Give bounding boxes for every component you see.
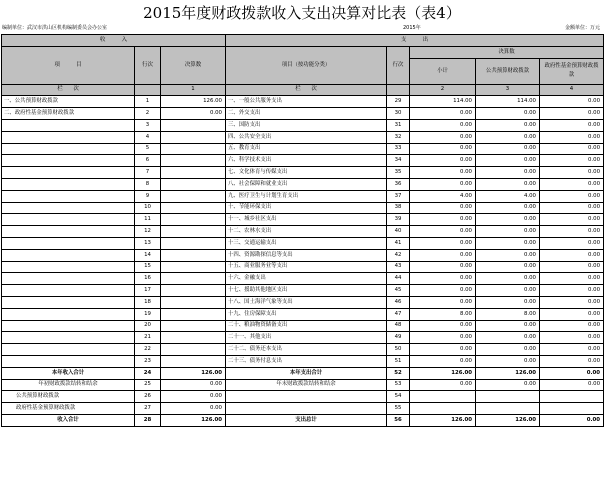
expense-item: 二、外交支出 — [226, 108, 387, 120]
expense-gov-fund: 0.00 — [540, 414, 604, 426]
expense-gov-fund: 0.00 — [540, 367, 604, 379]
col-index-2: 2 — [410, 84, 476, 96]
expense-row-no: 55 — [387, 403, 410, 415]
income-amount — [161, 320, 226, 332]
expense-public-budget — [476, 403, 540, 415]
col-blank — [135, 84, 161, 96]
expense-gov-fund: 0.00 — [540, 355, 604, 367]
expense-row-no: 36 — [387, 178, 410, 190]
expense-header: 支 出 — [226, 35, 604, 47]
income-item — [2, 167, 135, 179]
expense-public-budget: 0.00 — [476, 214, 540, 226]
expense-gov-fund: 0.00 — [540, 344, 604, 356]
expense-public-budget: 126.00 — [476, 414, 540, 426]
income-row-no: 27 — [135, 403, 161, 415]
table-row — [2, 226, 604, 238]
expense-subtotal: 4.00 — [410, 190, 476, 202]
expense-subtotal: 0.00 — [410, 202, 476, 214]
expense-public-budget: 0.00 — [476, 167, 540, 179]
table-row — [2, 379, 604, 391]
income-amount — [161, 344, 226, 356]
expense-subtotal: 8.00 — [410, 308, 476, 320]
expense-gov-fund: 0.00 — [540, 296, 604, 308]
expense-item — [226, 403, 387, 415]
table-row — [2, 190, 604, 202]
income-item — [2, 261, 135, 273]
budget-amount-header: 决算数 — [161, 46, 226, 84]
table-row — [2, 355, 604, 367]
expense-gov-fund: 0.00 — [540, 214, 604, 226]
col-label-left: 栏 次 — [2, 84, 135, 96]
income-amount — [161, 190, 226, 202]
expense-row-no: 51 — [387, 355, 410, 367]
income-item — [2, 332, 135, 344]
table-row — [2, 143, 604, 155]
expense-item: 十四、资源勘探信息等支出 — [226, 249, 387, 261]
table-row — [2, 202, 604, 214]
expense-public-budget: 0.00 — [476, 332, 540, 344]
expense-row-no: 43 — [387, 261, 410, 273]
income-row-no: 19 — [135, 308, 161, 320]
expense-subtotal: 0.00 — [410, 332, 476, 344]
expense-row-no: 39 — [387, 214, 410, 226]
expense-item: 七、文化体育与传媒支出 — [226, 167, 387, 179]
expense-public-budget: 0.00 — [476, 273, 540, 285]
expense-gov-fund — [540, 391, 604, 403]
income-amount — [161, 167, 226, 179]
expense-subtotal: 0.00 — [410, 285, 476, 297]
expense-public-budget: 0.00 — [476, 143, 540, 155]
expense-item: 本年支出合计 — [226, 367, 387, 379]
income-amount: 0.00 — [161, 403, 226, 415]
expense-public-budget: 4.00 — [476, 190, 540, 202]
income-amount: 126.00 — [161, 414, 226, 426]
table-row — [2, 96, 604, 108]
expense-public-budget: 8.00 — [476, 308, 540, 320]
table-row — [2, 296, 604, 308]
income-row-no: 14 — [135, 249, 161, 261]
expense-row-no: 46 — [387, 296, 410, 308]
expense-public-budget: 0.00 — [476, 320, 540, 332]
table-row — [2, 108, 604, 120]
expense-subtotal: 0.00 — [410, 214, 476, 226]
table-row — [2, 131, 604, 143]
table-row — [2, 214, 604, 226]
expense-subtotal: 0.00 — [410, 155, 476, 167]
expense-public-budget: 126.00 — [476, 367, 540, 379]
income-item — [2, 237, 135, 249]
expense-gov-fund: 0.00 — [540, 237, 604, 249]
expense-subtotal: 0.00 — [410, 167, 476, 179]
expense-gov-fund: 0.00 — [540, 202, 604, 214]
expense-row-no: 35 — [387, 167, 410, 179]
comparison-table — [1, 34, 604, 427]
expense-row-no: 44 — [387, 273, 410, 285]
income-item: 一、公共预算财政拨款 — [2, 96, 135, 108]
expense-item: 五、教育支出 — [226, 143, 387, 155]
expense-item: 支出总计 — [226, 414, 387, 426]
income-row-no: 12 — [135, 226, 161, 238]
expense-item: 三、国防支出 — [226, 119, 387, 131]
income-item — [2, 155, 135, 167]
expense-public-budget: 0.00 — [476, 131, 540, 143]
expense-subtotal: 0.00 — [410, 296, 476, 308]
expense-row-no: 52 — [387, 367, 410, 379]
expense-subtotal: 0.00 — [410, 178, 476, 190]
expense-public-budget — [476, 391, 540, 403]
expense-row-no: 53 — [387, 379, 410, 391]
income-amount — [161, 285, 226, 297]
income-item — [2, 178, 135, 190]
income-row-no: 9 — [135, 190, 161, 202]
expense-row-no: 30 — [387, 108, 410, 120]
income-item — [2, 320, 135, 332]
income-amount — [161, 143, 226, 155]
income-amount — [161, 261, 226, 273]
income-amount — [161, 131, 226, 143]
expense-public-budget: 0.00 — [476, 108, 540, 120]
expense-row-no: 33 — [387, 143, 410, 155]
income-row-no: 7 — [135, 167, 161, 179]
expense-item: 十、节能环保支出 — [226, 202, 387, 214]
income-row-no: 15 — [135, 261, 161, 273]
expense-public-budget: 0.00 — [476, 249, 540, 261]
expense-row-no: 40 — [387, 226, 410, 238]
expense-row-no: 45 — [387, 285, 410, 297]
exp-row-no-header: 行次 — [387, 46, 410, 84]
expense-subtotal: 0.00 — [410, 119, 476, 131]
income-item — [2, 296, 135, 308]
expense-gov-fund: 0.00 — [540, 143, 604, 155]
expense-gov-fund: 0.00 — [540, 155, 604, 167]
income-row-no: 26 — [135, 391, 161, 403]
table-row — [2, 237, 604, 249]
expense-gov-fund: 0.00 — [540, 167, 604, 179]
expense-item: 九、医疗卫生与计划生育支出 — [226, 190, 387, 202]
expense-item: 十三、交通运输支出 — [226, 237, 387, 249]
expense-subtotal: 0.00 — [410, 273, 476, 285]
income-item — [2, 273, 135, 285]
row-no-header: 行次 — [135, 46, 161, 84]
expense-row-no: 32 — [387, 131, 410, 143]
expense-public-budget: 0.00 — [476, 355, 540, 367]
income-amount — [161, 155, 226, 167]
expense-item: 四、公共安全支出 — [226, 131, 387, 143]
compiling-unit: 编制单位：武汉市洪山区机构编制委员会办公室 — [2, 25, 108, 31]
col-index-4: 4 — [540, 84, 604, 96]
col-blank — [387, 84, 410, 96]
income-row-no: 24 — [135, 367, 161, 379]
expense-subtotal: 0.00 — [410, 355, 476, 367]
expense-row-no: 38 — [387, 202, 410, 214]
expense-subtotal: 0.00 — [410, 344, 476, 356]
expense-public-budget: 0.00 — [476, 178, 540, 190]
income-row-no: 3 — [135, 119, 161, 131]
expense-row-no: 42 — [387, 249, 410, 261]
income-amount: 0.00 — [161, 108, 226, 120]
expense-subtotal: 126.00 — [410, 367, 476, 379]
table-row — [2, 332, 604, 344]
expense-gov-fund: 0.00 — [540, 273, 604, 285]
exp-item-header: 项目（按功能分类） — [226, 46, 387, 84]
public-budget-header: 公共预算财政拨款 — [476, 58, 540, 84]
expense-item: 二十三、债务付息支出 — [226, 355, 387, 367]
table-row — [2, 155, 604, 167]
expense-item: 八、社会保障和就业支出 — [226, 178, 387, 190]
expense-gov-fund: 0.00 — [540, 285, 604, 297]
expense-subtotal: 0.00 — [410, 237, 476, 249]
expense-row-no: 48 — [387, 320, 410, 332]
income-row-no: 11 — [135, 214, 161, 226]
expense-gov-fund: 0.00 — [540, 178, 604, 190]
expense-subtotal: 114.00 — [410, 96, 476, 108]
expense-item: 六、科学技术支出 — [226, 155, 387, 167]
expense-subtotal: 0.00 — [410, 226, 476, 238]
expense-gov-fund: 0.00 — [540, 119, 604, 131]
table-row — [2, 119, 604, 131]
expense-subtotal: 0.00 — [410, 143, 476, 155]
expense-public-budget: 0.00 — [476, 285, 540, 297]
expense-row-no: 49 — [387, 332, 410, 344]
income-amount — [161, 237, 226, 249]
income-row-no: 25 — [135, 379, 161, 391]
expense-gov-fund: 0.00 — [540, 226, 604, 238]
income-row-no: 28 — [135, 414, 161, 426]
column-index-row — [2, 84, 604, 96]
col-label-right: 栏 次 — [226, 84, 387, 96]
income-item: 二、政府性基金预算财政拨款 — [2, 108, 135, 120]
income-amount: 126.00 — [161, 367, 226, 379]
income-item — [2, 344, 135, 356]
income-amount — [161, 119, 226, 131]
expense-gov-fund — [540, 403, 604, 415]
income-item: 公共预算财政拨款 — [2, 391, 135, 403]
table-row — [2, 308, 604, 320]
expense-subtotal: 0.00 — [410, 261, 476, 273]
expense-gov-fund: 0.00 — [540, 308, 604, 320]
expense-item: 十八、国土海洋气象等支出 — [226, 296, 387, 308]
expense-row-no: 29 — [387, 96, 410, 108]
income-row-no: 10 — [135, 202, 161, 214]
income-row-no: 22 — [135, 344, 161, 356]
expense-item — [226, 391, 387, 403]
table-row — [2, 320, 604, 332]
expense-gov-fund: 0.00 — [540, 190, 604, 202]
header-row-2 — [2, 46, 604, 58]
expense-gov-fund: 0.00 — [540, 332, 604, 344]
income-amount — [161, 214, 226, 226]
expense-subtotal: 126.00 — [410, 414, 476, 426]
expense-row-no: 50 — [387, 344, 410, 356]
income-item — [2, 202, 135, 214]
expense-item: 一、一般公共服务支出 — [226, 96, 387, 108]
expense-subtotal: 0.00 — [410, 131, 476, 143]
income-row-no: 2 — [135, 108, 161, 120]
subtotal-header: 小计 — [410, 58, 476, 84]
income-item — [2, 190, 135, 202]
income-amount — [161, 355, 226, 367]
income-amount — [161, 178, 226, 190]
table-row — [2, 273, 604, 285]
expense-gov-fund: 0.00 — [540, 108, 604, 120]
table-row — [2, 414, 604, 426]
income-amount — [161, 296, 226, 308]
income-amount — [161, 332, 226, 344]
expense-item: 十二、农林水支出 — [226, 226, 387, 238]
income-row-no: 6 — [135, 155, 161, 167]
income-row-no: 13 — [135, 237, 161, 249]
header-row-1 — [2, 35, 604, 47]
table-row — [2, 344, 604, 356]
expense-public-budget: 0.00 — [476, 202, 540, 214]
expense-subtotal: 0.00 — [410, 379, 476, 391]
expense-public-budget: 0.00 — [476, 379, 540, 391]
expense-row-no: 41 — [387, 237, 410, 249]
income-row-no: 18 — [135, 296, 161, 308]
expense-public-budget: 0.00 — [476, 296, 540, 308]
exp-budget-header: 决算数 — [410, 46, 604, 58]
col-index-1: 1 — [161, 84, 226, 96]
income-row-no: 21 — [135, 332, 161, 344]
income-item: 年初财政拨款结转和结余 — [2, 379, 135, 391]
income-amount: 126.00 — [161, 96, 226, 108]
expense-item: 十九、住房保障支出 — [226, 308, 387, 320]
expense-public-budget: 0.00 — [476, 344, 540, 356]
expense-subtotal: 0.00 — [410, 249, 476, 261]
income-item — [2, 285, 135, 297]
expense-item: 二十二、债务还本支出 — [226, 344, 387, 356]
income-item — [2, 131, 135, 143]
expense-public-budget: 0.00 — [476, 237, 540, 249]
expense-row-no: 31 — [387, 119, 410, 131]
expense-gov-fund: 0.00 — [540, 261, 604, 273]
income-row-no: 16 — [135, 273, 161, 285]
income-row-no: 23 — [135, 355, 161, 367]
expense-gov-fund: 0.00 — [540, 320, 604, 332]
expense-row-no: 56 — [387, 414, 410, 426]
expense-public-budget: 0.00 — [476, 119, 540, 131]
expense-gov-fund: 0.00 — [540, 379, 604, 391]
expense-public-budget: 114.00 — [476, 96, 540, 108]
income-item — [2, 308, 135, 320]
expense-row-no: 34 — [387, 155, 410, 167]
report-year: 2015年 — [403, 25, 421, 31]
income-amount — [161, 202, 226, 214]
expense-gov-fund: 0.00 — [540, 131, 604, 143]
page-title: 2015年度财政拨款收入支出决算对比表（表4） — [143, 4, 461, 22]
table-row — [2, 367, 604, 379]
income-item — [2, 214, 135, 226]
table-row — [2, 391, 604, 403]
income-item — [2, 355, 135, 367]
income-item — [2, 143, 135, 155]
expense-item: 十六、金融支出 — [226, 273, 387, 285]
expense-item: 二十一、其他支出 — [226, 332, 387, 344]
income-amount: 0.00 — [161, 391, 226, 403]
income-row-no: 20 — [135, 320, 161, 332]
expense-public-budget: 0.00 — [476, 155, 540, 167]
expense-item: 二十、粮油物资储备支出 — [226, 320, 387, 332]
income-item: 收入合计 — [2, 414, 135, 426]
income-item — [2, 119, 135, 131]
expense-subtotal: 0.00 — [410, 108, 476, 120]
table-row — [2, 178, 604, 190]
expense-item: 十一、城乡社区支出 — [226, 214, 387, 226]
expense-public-budget: 0.00 — [476, 226, 540, 238]
expense-public-budget: 0.00 — [476, 261, 540, 273]
income-row-no: 5 — [135, 143, 161, 155]
income-row-no: 17 — [135, 285, 161, 297]
income-amount: 0.00 — [161, 379, 226, 391]
expense-row-no: 37 — [387, 190, 410, 202]
income-amount — [161, 249, 226, 261]
income-item: 本年收入合计 — [2, 367, 135, 379]
expense-gov-fund: 0.00 — [540, 249, 604, 261]
income-row-no: 4 — [135, 131, 161, 143]
table-row — [2, 167, 604, 179]
income-row-no: 1 — [135, 96, 161, 108]
income-row-no: 8 — [135, 178, 161, 190]
expense-row-no: 47 — [387, 308, 410, 320]
gov-fund-header: 政府性基金预算财政拨款 — [540, 58, 604, 84]
table-row — [2, 403, 604, 415]
income-amount — [161, 226, 226, 238]
col-index-3: 3 — [476, 84, 540, 96]
expense-subtotal: 0.00 — [410, 320, 476, 332]
expense-gov-fund: 0.00 — [540, 96, 604, 108]
expense-item: 十七、援助其他地区支出 — [226, 285, 387, 297]
item-header: 项 目 — [2, 46, 135, 84]
expense-subtotal — [410, 391, 476, 403]
income-amount — [161, 273, 226, 285]
income-header: 收 入 — [2, 35, 226, 47]
table-row — [2, 285, 604, 297]
income-item — [2, 226, 135, 238]
expense-item: 年末财政拨款结转和结余 — [226, 379, 387, 391]
income-item — [2, 249, 135, 261]
expense-subtotal — [410, 403, 476, 415]
table-row — [2, 261, 604, 273]
expense-row-no: 54 — [387, 391, 410, 403]
table-row — [2, 249, 604, 261]
expense-item: 十五、商业服务业等支出 — [226, 261, 387, 273]
income-item: 政府性基金预算财政拨款 — [2, 403, 135, 415]
income-amount — [161, 308, 226, 320]
currency-unit: 金额单位：万元 — [564, 25, 600, 31]
